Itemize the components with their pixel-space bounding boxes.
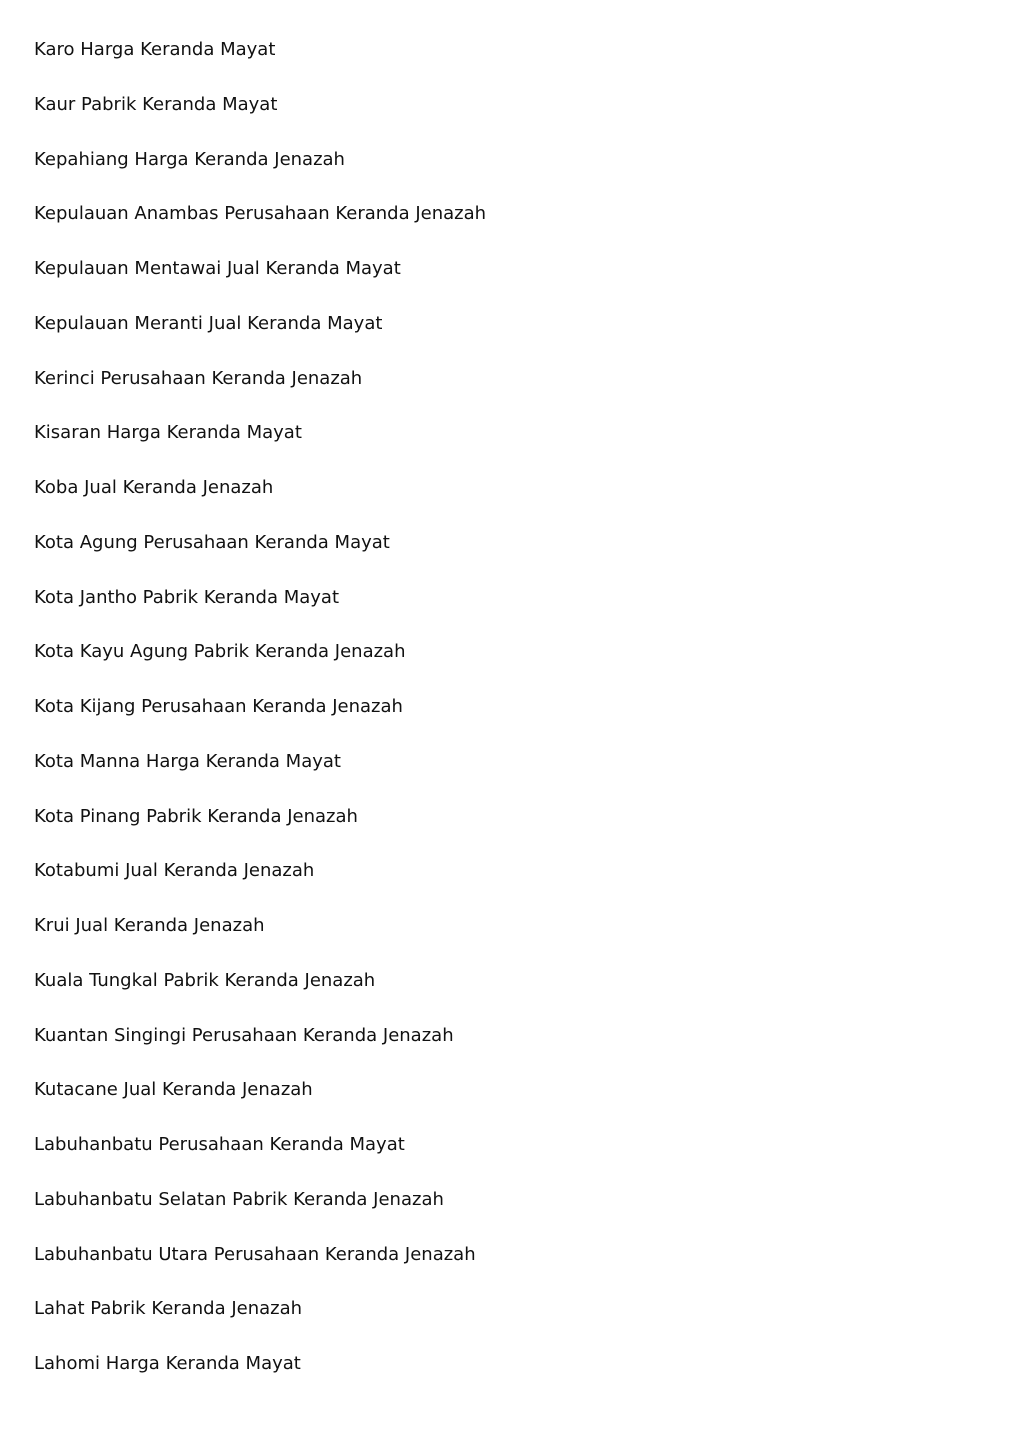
list-item: Lahomi Harga Keranda Mayat: [34, 1353, 301, 1374]
list-item: Labuhanbatu Perusahaan Keranda Mayat: [34, 1134, 405, 1155]
list-item: Kaur Pabrik Keranda Mayat: [34, 93, 278, 115]
list-item: Kisaran Harga Keranda Mayat: [34, 422, 302, 444]
list-item: Kota Jantho Pabrik Keranda Mayat: [34, 586, 340, 608]
list-item: Kutacane Jual Keranda Jenazah: [34, 1079, 313, 1101]
list-item: Kota Pinang Pabrik Keranda Jenazah: [34, 805, 358, 827]
list-item: Kotabumi Jual Keranda Jenazah: [34, 860, 315, 882]
list-item: Kuantan Singingi Perusahaan Keranda Jenazah: [34, 1024, 454, 1046]
list-item: Kerinci Perusahaan Keranda Jenazah: [34, 367, 363, 389]
location-list: [34, 37, 486, 1406]
list-item: Labuhanbatu Selatan Pabrik Keranda Jenazah: [34, 1188, 444, 1210]
list-item: Kota Agung Perusahaan Keranda Mayat: [34, 531, 390, 553]
list-item: Kuala Tungkal Pabrik Keranda Jenazah: [34, 969, 376, 991]
list-item: Koba Jual Keranda Jenazah: [34, 477, 274, 498]
list-item: Kepahiang Harga Keranda Jenazah: [34, 148, 345, 170]
list-item: Kepulauan Meranti Jual Keranda Mayat: [34, 312, 383, 334]
list-item: Labuhanbatu Utara Perusahaan Keranda Jenazah: [34, 1243, 476, 1265]
list-item: Lahat Pabrik Keranda Jenazah: [34, 1298, 303, 1320]
list-item: Kota Kijang Perusahaan Keranda Jenazah: [34, 696, 403, 717]
list-item: Kota Manna Harga Keranda Mayat: [34, 750, 341, 772]
list-item: Karo Harga Keranda Mayat: [34, 39, 276, 60]
list-item: Kepulauan Anambas Perusahaan Keranda Jenazah: [34, 203, 487, 225]
list-item: Kepulauan Mentawai Jual Keranda Mayat: [34, 258, 401, 279]
list-item: Kota Kayu Agung Pabrik Keranda Jenazah: [34, 641, 406, 663]
list-item: Krui Jual Keranda Jenazah: [34, 915, 265, 936]
